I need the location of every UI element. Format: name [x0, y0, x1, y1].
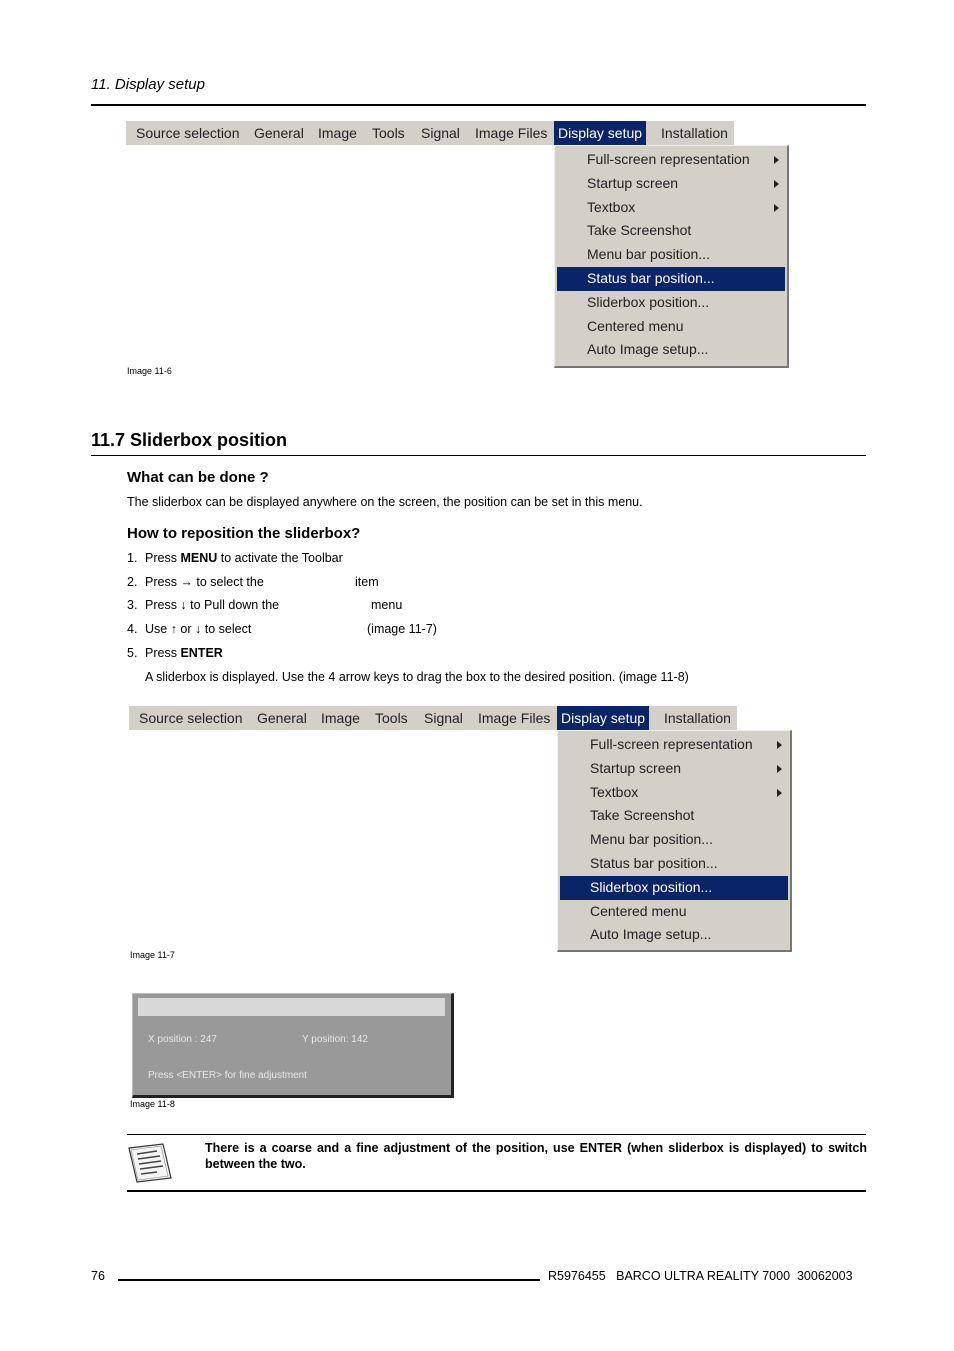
dropdown-item[interactable]: Take Screenshot	[590, 807, 695, 824]
menu-general[interactable]: General	[257, 710, 307, 726]
dropdown-item-highlighted[interactable]: Sliderbox position...	[560, 876, 788, 900]
step-3: 3. Press ↓ to Pull down the	[127, 598, 280, 612]
submenu-arrow-icon	[774, 180, 779, 188]
image-caption: Image 11-8	[130, 1099, 175, 1109]
dropdown-item[interactable]: Centered menu	[590, 902, 687, 919]
menu-image-files[interactable]: Image Files	[475, 125, 548, 141]
menu-tools[interactable]: Tools	[372, 125, 405, 141]
step-3-tail: menu	[371, 598, 403, 612]
menu-source-selection[interactable]: Source selection	[136, 125, 240, 141]
x-position-readout: X position : 247	[148, 1034, 217, 1045]
dropdown-item[interactable]: Take Screenshot	[587, 222, 692, 239]
menu-general[interactable]: General	[254, 125, 304, 141]
note-text: There is a coarse and a fine adjustment of the position, use ENTER (when sliderbox is displayed) to switch between the two.	[205, 1141, 867, 1171]
note-icon	[127, 1142, 175, 1184]
dropdown-item[interactable]: Auto Image setup...	[590, 926, 712, 943]
running-header: 11. Display setup	[91, 76, 205, 93]
menu-image[interactable]: Image	[321, 710, 360, 726]
menu-image-files[interactable]: Image Files	[478, 710, 551, 726]
dropdown-item[interactable]: Centered menu	[587, 317, 684, 334]
sliderbox-dialog[interactable]	[132, 993, 454, 1098]
dropdown-item[interactable]: Status bar position...	[590, 854, 718, 871]
how-heading: How to reposition the sliderbox?	[127, 525, 361, 542]
menu-signal[interactable]: Signal	[424, 710, 463, 726]
fine-adjust-hint: Press <ENTER> for fine adjustment	[148, 1070, 307, 1081]
section-title: 11.7 Sliderbox position	[91, 430, 288, 450]
dropdown-item[interactable]: Textbox	[558, 781, 790, 805]
footer-rule	[118, 1279, 540, 1281]
submenu-arrow-icon	[777, 741, 782, 749]
step-2-tail: item	[355, 575, 379, 589]
sliderbox-title-bar[interactable]	[138, 998, 445, 1016]
y-position-readout: Y position: 142	[302, 1034, 368, 1045]
submenu-arrow-icon	[774, 204, 779, 212]
dropdown-item[interactable]: Sliderbox position...	[587, 293, 710, 310]
menu-display-setup[interactable]: Display setup	[554, 121, 646, 145]
image-caption: Image 11-7	[130, 950, 175, 960]
image-caption: Image 11-6	[127, 366, 172, 376]
dropdown-item[interactable]: Menu bar position...	[590, 831, 713, 848]
submenu-arrow-icon	[777, 789, 782, 797]
menu-installation[interactable]: Installation	[664, 710, 731, 726]
dropdown-item[interactable]: Menu bar position...	[587, 246, 710, 263]
step-5: 5. Press ENTER	[127, 646, 223, 660]
section-rule	[91, 455, 866, 456]
what-text: The sliderbox can be displayed anywhere on the screen, the position can be set in this menu.	[127, 495, 643, 509]
step-4: 4. Use ↑ or ↓ to select	[127, 622, 252, 636]
footer-doc-info: R5976455 BARCO ULTRA REALITY 7000 30062003	[548, 1269, 853, 1283]
menu-installation[interactable]: Installation	[661, 125, 728, 141]
step-1: 1. Press MENU to activate the Toolbar	[127, 551, 343, 565]
menu-tools[interactable]: Tools	[375, 710, 408, 726]
what-heading: What can be done ?	[127, 469, 269, 486]
menu-bar-2	[129, 706, 737, 730]
menu-source-selection[interactable]: Source selection	[139, 710, 243, 726]
dropdown-item[interactable]: Full-screen representation	[558, 733, 790, 757]
menu-display-setup[interactable]: Display setup	[557, 706, 649, 730]
dropdown-item[interactable]: Startup screen	[558, 757, 790, 781]
display-setup-dropdown-1	[554, 145, 789, 368]
menu-bar-1	[126, 121, 734, 145]
dropdown-item[interactable]: Startup screen	[555, 172, 787, 196]
page-number: 76	[91, 1269, 105, 1283]
step-2: 2. Press → to select the	[127, 575, 264, 589]
note-bottom-rule	[127, 1190, 866, 1192]
dropdown-item[interactable]: Auto Image setup...	[587, 341, 709, 358]
submenu-arrow-icon	[777, 765, 782, 773]
menu-image[interactable]: Image	[318, 125, 357, 141]
header-rule	[91, 104, 866, 106]
dropdown-item-highlighted[interactable]: Status bar position...	[557, 267, 785, 291]
dropdown-item[interactable]: Full-screen representation	[555, 148, 787, 172]
note-top-rule	[127, 1134, 866, 1135]
step-5-detail: A sliderbox is displayed. Use the 4 arrow keys to drag the box to the desired position. (image 11-8)	[145, 670, 689, 684]
menu-signal[interactable]: Signal	[421, 125, 460, 141]
step-4-tail: (image 11-7)	[367, 622, 437, 636]
dropdown-item[interactable]: Textbox	[555, 196, 787, 220]
submenu-arrow-icon	[774, 156, 779, 164]
display-setup-dropdown-2	[557, 730, 792, 952]
